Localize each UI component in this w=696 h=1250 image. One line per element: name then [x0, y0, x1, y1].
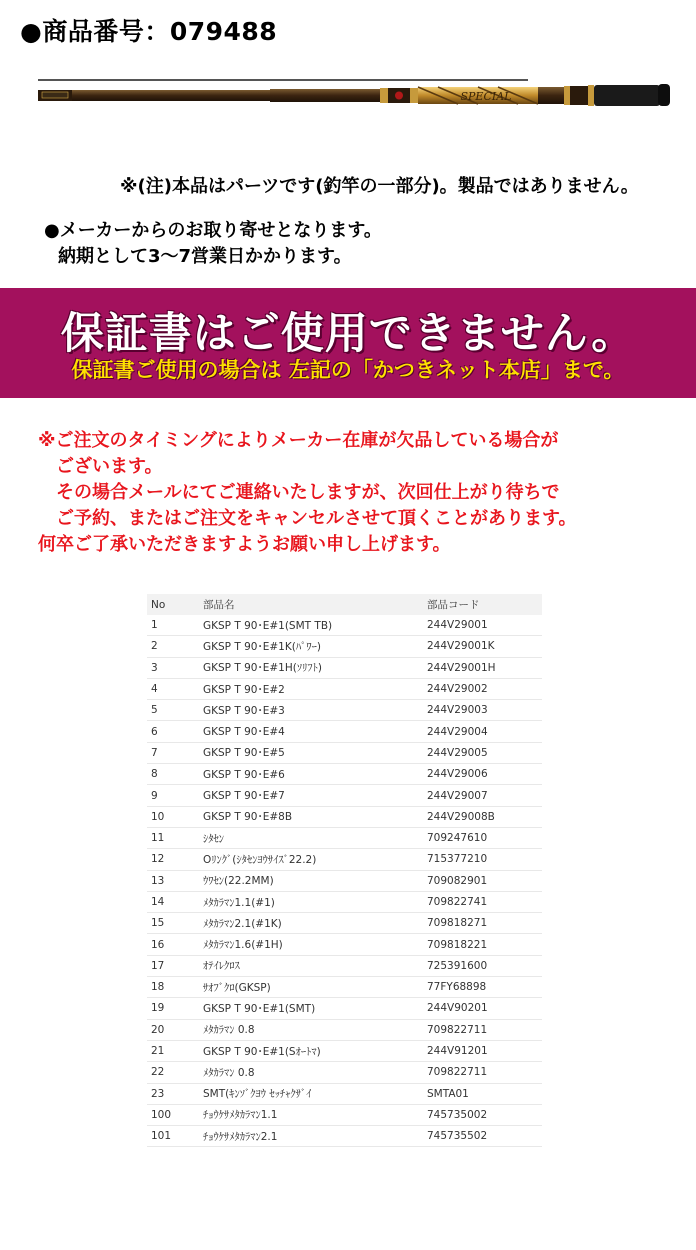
cell-part-name: ｻｵﾌﾞｸﾛ(GKSP) [199, 977, 423, 998]
cell-no: 22 [147, 1062, 199, 1083]
table-row [147, 764, 542, 785]
table-header-row [147, 594, 542, 615]
cell-part-code: 244V29001K [423, 636, 542, 657]
cell-no: 14 [147, 891, 199, 912]
cell-no: 6 [147, 721, 199, 742]
table-row [147, 849, 542, 870]
cell-part-name: Oﾘﾝｸﾞ(ｼﾀｾﾝﾖｳｻｲｽﾞ22.2) [199, 849, 423, 870]
cell-part-name: GKSP T 90･E#8B [199, 806, 423, 827]
cell-part-name: ｼﾀｾﾝ [199, 827, 423, 848]
warning-line: 何卒ご了承いただきますようお願い申し上げます。 [38, 534, 451, 555]
cell-no: 2 [147, 636, 199, 657]
cell-part-name: ｵﾃｲﾚｸﾛｽ [199, 955, 423, 976]
order-notice [44, 218, 382, 270]
warning-line: ございます。 [56, 456, 163, 477]
warning-line: ※ご注文のタイミングによりメーカー在庫が欠品している場合が [38, 430, 559, 451]
cell-part-code: 709822711 [423, 1019, 542, 1040]
cell-part-code: 244V29008B [423, 806, 542, 827]
table-row [147, 678, 542, 699]
product-number: ●商品番号：079488 [20, 17, 278, 46]
table-row [147, 827, 542, 848]
order-notice-line: 納期として3〜7営業日かかります。 [58, 246, 352, 267]
cell-part-code: 709818271 [423, 913, 542, 934]
cell-no: 3 [147, 657, 199, 678]
table-row [147, 870, 542, 891]
table-row [147, 1104, 542, 1125]
cell-no: 100 [147, 1104, 199, 1125]
cell-part-code: 244V29006 [423, 764, 542, 785]
table-row [147, 742, 542, 763]
cell-no: 9 [147, 785, 199, 806]
table-row [147, 1126, 542, 1147]
cell-part-name: ﾁｮｳｹｻﾒﾀｶﾗﾏﾝ2.1 [199, 1126, 423, 1147]
warranty-banner-title: 保証書はご使用できません。 [60, 309, 636, 359]
cell-part-code: 244V29004 [423, 721, 542, 742]
table-row [147, 615, 542, 636]
cell-part-code: 709822741 [423, 891, 542, 912]
fishing-rod-image [38, 78, 670, 106]
cell-no: 17 [147, 955, 199, 976]
cell-no: 19 [147, 998, 199, 1019]
cell-part-name: ﾒﾀｶﾗﾏﾝ1.6(#1H) [199, 934, 423, 955]
cell-part-name: ﾒﾀｶﾗﾏﾝ 0.8 [199, 1019, 423, 1040]
table-row [147, 1019, 542, 1040]
table-row [147, 891, 542, 912]
cell-no: 11 [147, 827, 199, 848]
cell-part-code: 244V29002 [423, 678, 542, 699]
stock-warning [38, 428, 577, 558]
table-row [147, 934, 542, 955]
cell-no: 4 [147, 678, 199, 699]
cell-no: 7 [147, 742, 199, 763]
cell-no: 16 [147, 934, 199, 955]
cell-part-code: 709247610 [423, 827, 542, 848]
cell-no: 8 [147, 764, 199, 785]
cell-part-code: SMTA01 [423, 1083, 542, 1104]
table-row [147, 806, 542, 827]
column-header-no: No [147, 594, 199, 615]
warranty-banner [0, 288, 696, 398]
cell-part-name: GKSP T 90･E#1(SMT) [199, 998, 423, 1019]
table-row [147, 955, 542, 976]
cell-part-name: ﾒﾀｶﾗﾏﾝ2.1(#1K) [199, 913, 423, 934]
table-row [147, 1062, 542, 1083]
cell-part-code: 244V91201 [423, 1040, 542, 1061]
table-row [147, 657, 542, 678]
cell-part-name: GKSP T 90･E#2 [199, 678, 423, 699]
cell-part-name: GKSP T 90･E#4 [199, 721, 423, 742]
warranty-banner-subtitle: 保証書ご使用の場合は 左記の「かつきネット本店」まで。 [71, 358, 625, 382]
cell-part-name: GKSP T 90･E#1(SMT TB) [199, 615, 423, 636]
cell-part-code: 745735502 [423, 1126, 542, 1147]
cell-part-name: GKSP T 90･E#7 [199, 785, 423, 806]
table-row [147, 998, 542, 1019]
cell-part-name: ｳﾜｾﾝ(22.2MM) [199, 870, 423, 891]
cell-part-name: GKSP T 90･E#3 [199, 700, 423, 721]
cell-no: 20 [147, 1019, 199, 1040]
table-row [147, 1040, 542, 1061]
rod-label: SPECIAL [460, 90, 512, 103]
cell-part-code: 709082901 [423, 870, 542, 891]
cell-part-name: GKSP T 90･E#1(Sｵｰﾄﾏ) [199, 1040, 423, 1061]
cell-part-code: 77FY68898 [423, 977, 542, 998]
cell-no: 13 [147, 870, 199, 891]
cell-part-code: 244V29005 [423, 742, 542, 763]
cell-no: 1 [147, 615, 199, 636]
order-notice-line: ●メーカーからのお取り寄せとなります。 [44, 220, 382, 241]
cell-no: 18 [147, 977, 199, 998]
cell-no: 12 [147, 849, 199, 870]
cell-part-code: 725391600 [423, 955, 542, 976]
column-header-part-name: 部品名 [199, 594, 423, 615]
cell-part-code: 709818221 [423, 934, 542, 955]
parts-table [147, 594, 542, 1147]
table-row [147, 1083, 542, 1104]
cell-part-code: 244V29003 [423, 700, 542, 721]
warning-line: その場合メールにてご連絡いたしますが、次回仕上がり待ちで [56, 482, 560, 503]
cell-no: 21 [147, 1040, 199, 1061]
cell-part-code: 715377210 [423, 849, 542, 870]
cell-no: 10 [147, 806, 199, 827]
cell-part-code: 745735002 [423, 1104, 542, 1125]
cell-part-code: 244V29007 [423, 785, 542, 806]
cell-part-name: GKSP T 90･E#6 [199, 764, 423, 785]
table-row [147, 721, 542, 742]
table-row [147, 977, 542, 998]
cell-no: 101 [147, 1126, 199, 1147]
cell-part-name: SMT(ｷﾝｿﾞｸﾖｳ ｾｯﾁｬｸｻﾞｲ [199, 1083, 423, 1104]
cell-part-name: ﾒﾀｶﾗﾏﾝ1.1(#1) [199, 891, 423, 912]
parts-table-body [147, 615, 542, 1147]
warning-line: ご予約、またはご注文をキャンセルさせて頂くことがあります。 [56, 508, 577, 529]
table-row [147, 700, 542, 721]
table-row [147, 636, 542, 657]
cell-part-code: 244V90201 [423, 998, 542, 1019]
cell-part-code: 244V29001H [423, 657, 542, 678]
cell-no: 15 [147, 913, 199, 934]
cell-part-name: ﾁｮｳｹｻﾒﾀｶﾗﾏﾝ1.1 [199, 1104, 423, 1125]
cell-part-name: ﾒﾀｶﾗﾏﾝ 0.8 [199, 1062, 423, 1083]
cell-part-name: GKSP T 90･E#1K(ﾊﾟﾜｰ) [199, 636, 423, 657]
column-header-part-code: 部品コード [423, 594, 542, 615]
cell-part-name: GKSP T 90･E#1H(ｿﾘﾌﾄ) [199, 657, 423, 678]
cell-part-code: 709822711 [423, 1062, 542, 1083]
cell-part-name: GKSP T 90･E#5 [199, 742, 423, 763]
cell-no: 5 [147, 700, 199, 721]
table-row [147, 785, 542, 806]
cell-no: 23 [147, 1083, 199, 1104]
table-row [147, 913, 542, 934]
parts-notice: ※(注)本品はパーツです(釣竿の一部分)。製品ではありません。 [120, 176, 639, 197]
cell-part-code: 244V29001 [423, 615, 542, 636]
